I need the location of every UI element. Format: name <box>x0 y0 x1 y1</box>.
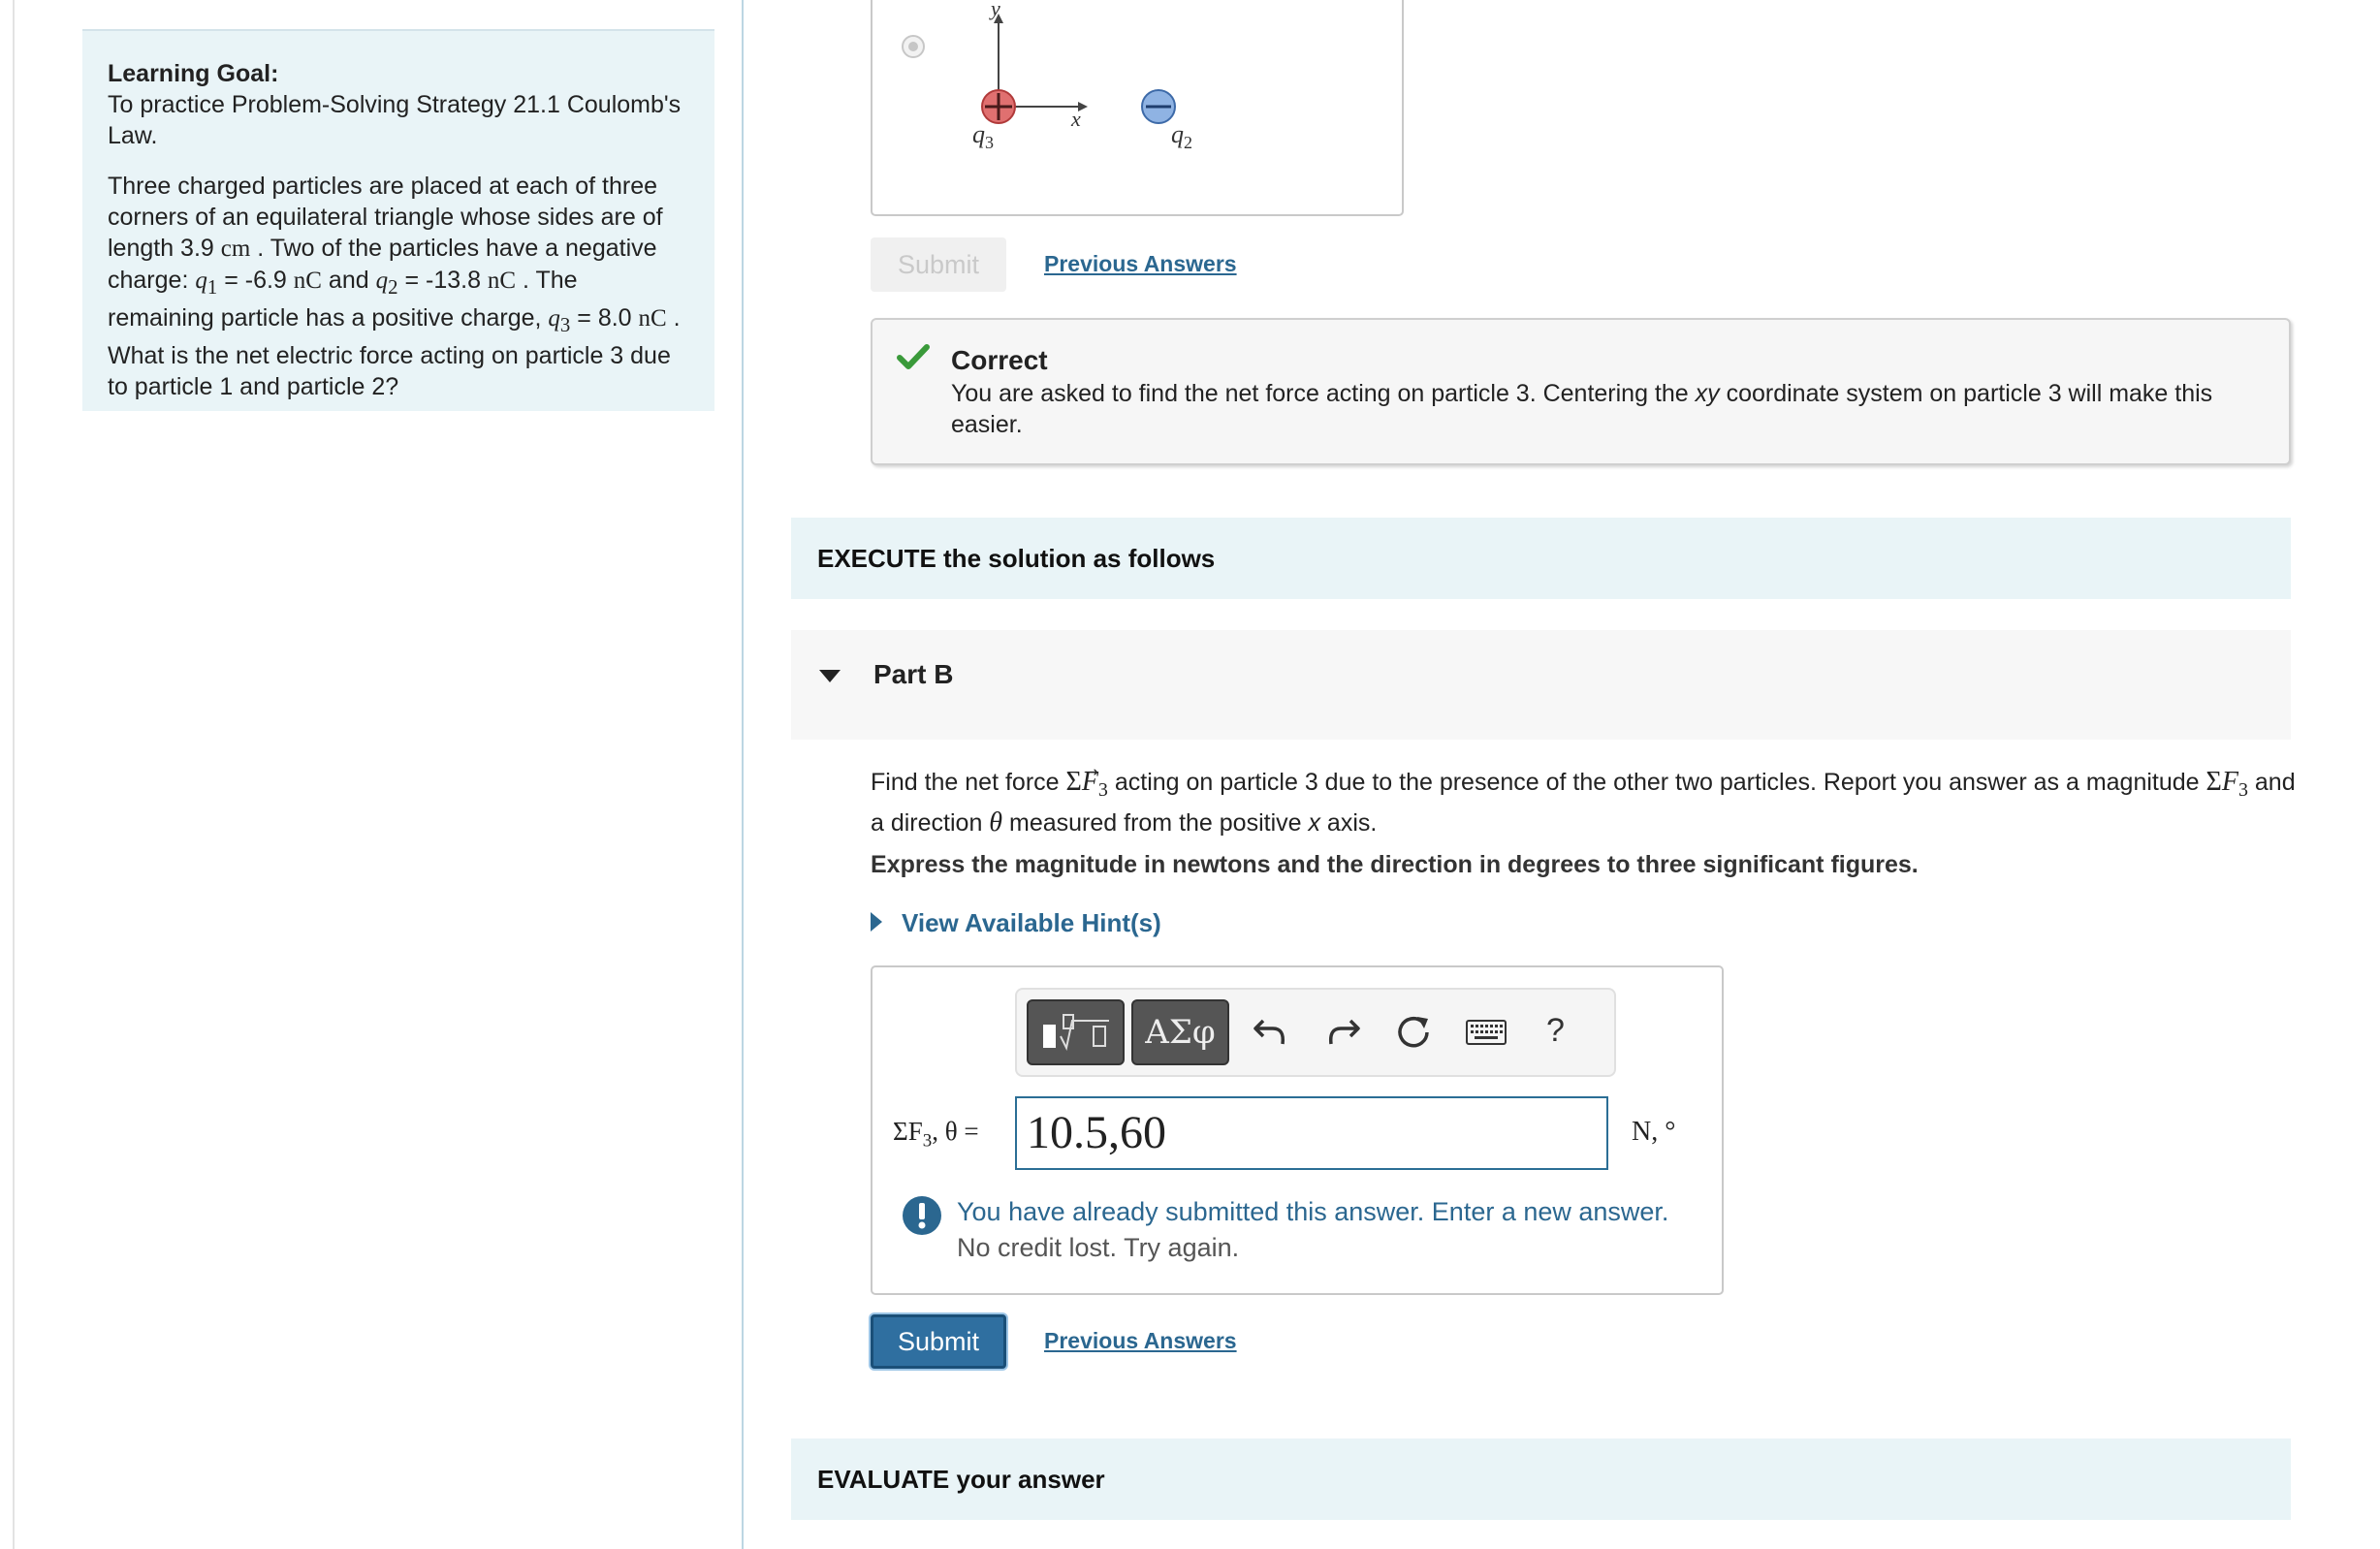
part-a-previous-answers-link[interactable]: Previous Answers <box>1044 251 1237 276</box>
templates-icon <box>1037 1011 1115 1054</box>
undo-icon[interactable] <box>1253 1013 1288 1048</box>
q3-label: $q_3$ <box>972 120 994 152</box>
part-b-header[interactable] <box>791 630 2291 740</box>
answer-input[interactable]: 10.5,60 <box>1015 1096 1608 1170</box>
learning-goal-panel <box>82 29 714 411</box>
feedback-title: Correct <box>951 345 1048 375</box>
evaluate-section-banner: EVALUATE your answer <box>791 1438 2291 1520</box>
part-b-instruction: Express the magnitude in newtons and the direction in degrees to three significant figures. <box>871 851 1919 878</box>
axis-y-label: y <box>991 0 1000 20</box>
axis-x-label: x <box>1071 107 1081 131</box>
no-credit-lost-message: No credit lost. Try again. <box>957 1233 1240 1262</box>
expand-caret-icon[interactable] <box>870 911 883 933</box>
keyboard-icon[interactable] <box>1466 1020 1507 1045</box>
part-a-submit-button[interactable]: Submit <box>871 237 1006 292</box>
exclamation-icon <box>902 1195 942 1236</box>
execute-section-banner: EXECUTE the solution as follows <box>791 518 2291 599</box>
collapse-caret-icon[interactable] <box>819 668 841 683</box>
choice-radio[interactable] <box>902 35 925 58</box>
part-b-title: Part B <box>873 659 954 689</box>
view-hints-link[interactable]: View Available Hint(s) <box>902 908 1161 937</box>
problem-statement: Three charged particles are placed at each of three corners of an equilateral triangle whose sides are of length 3.9 cm . Two of the particles have a negative charge: $q_1 = -6.9$ nC and $q_2 = -13.8$ nC . The remaining particle has a positive charge, $q_3 = 8.0$ nC . What is the net electric force acting on particle 3 due to particle 1 and particle 2? <box>108 173 681 400</box>
learning-goal-heading: Learning Goal: <box>108 60 279 87</box>
learning-goal-intro: To practice Problem-Solving Strategy 21.1 Coulomb's Law. <box>108 91 682 149</box>
help-button[interactable]: ? <box>1546 1012 1565 1049</box>
redo-icon[interactable] <box>1325 1013 1360 1048</box>
feedback-text: You are asked to find the net force acting on particle 3. Centering the xy coordinate system on particle 3 will make this easier. <box>951 380 2213 438</box>
positive-charge-q3 <box>982 90 1015 123</box>
already-submitted-message: You have already submitted this answer. Enter a new answer. <box>957 1197 1669 1226</box>
reset-icon[interactable] <box>1396 1013 1433 1050</box>
part-b-submit-button[interactable]: Submit <box>871 1314 1006 1369</box>
checkmark-icon <box>897 343 930 372</box>
negative-charge-q2 <box>1142 90 1175 123</box>
greek-symbols-button[interactable]: ΑΣφ <box>1131 999 1229 1065</box>
column-divider <box>742 0 744 1549</box>
part-b-question: Find the net force $\Sigma F_3$ acting on particle 3 due to the presence of the other two particles. Report you answer as a magnitude $\Sigma F_3$ and a direction θ measured from the positive x axis. <box>871 767 2296 838</box>
answer-label: $\Sigma F_3$, θ = <box>893 1117 979 1152</box>
q2-label: $q_2$ <box>1171 120 1192 152</box>
templates-button[interactable] <box>1027 999 1125 1065</box>
part-b-previous-answers-link[interactable]: Previous Answers <box>1044 1328 1237 1353</box>
page-left-border <box>13 0 15 1549</box>
charge-diagram <box>940 0 1251 165</box>
answer-units: N, ° <box>1632 1117 1676 1147</box>
